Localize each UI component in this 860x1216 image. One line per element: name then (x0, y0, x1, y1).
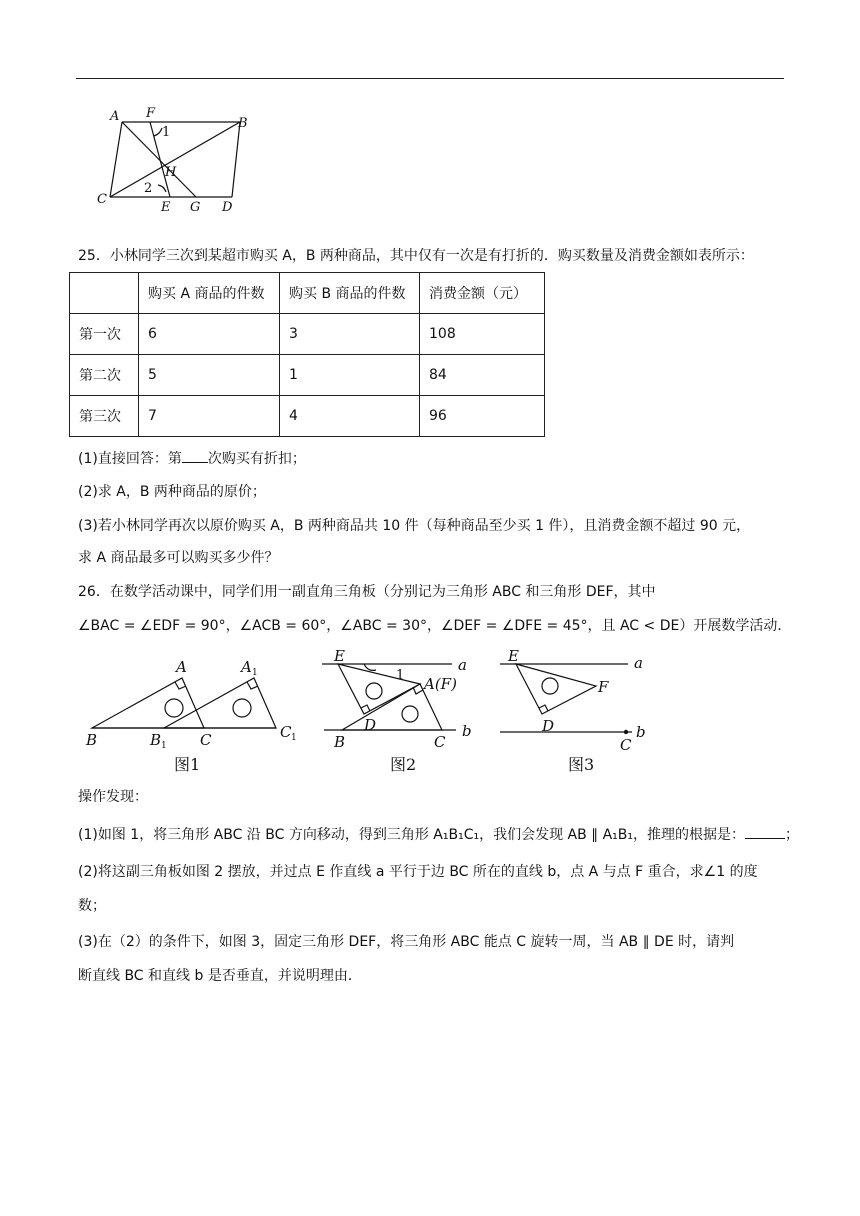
q25-part2: (2)求 A，B 两种商品的原价； (78, 484, 266, 500)
table-row (70, 314, 545, 355)
label-A: A (110, 109, 120, 124)
segment-BD (232, 122, 240, 197)
label-1: 1 (162, 125, 171, 140)
table-cell: 96 (420, 396, 545, 437)
figure-3 (496, 648, 666, 778)
angle-1-arc (364, 664, 376, 670)
label-A1: A (241, 658, 252, 676)
table-cell: 3 (280, 314, 420, 355)
table-header-cell (70, 273, 139, 314)
label-E: E (334, 648, 345, 665)
table-cell: 4 (280, 396, 420, 437)
label-G: G (190, 200, 201, 215)
segment-CB (110, 122, 240, 197)
angle-2-arc (158, 185, 166, 192)
answer-blank[interactable] (745, 824, 785, 839)
q25-part3-line1: (3)若小林同学再次以原价购买 A，B 两种商品共 10 件（每种商品至少买 1 件），且消费金额不超过 90 元， (78, 518, 751, 534)
label-a: a (458, 656, 467, 674)
label-C: C (434, 733, 446, 751)
segment-AC (110, 122, 122, 197)
label-H: H (165, 165, 177, 180)
angle-1-arc (154, 128, 162, 136)
label-C: C (97, 192, 107, 207)
q26-part3-line1: (3)在（2）的条件下，如图 3，固定三角形 DEF，将三角形 ABC 能点 C 旋转一周，当 AB ∥ DE 时，请判 (78, 934, 735, 950)
label-b: b (462, 722, 472, 740)
triangle-hole (542, 678, 558, 694)
table-header-cell: 购买 A 商品的件数 (139, 273, 280, 314)
figure-1 (80, 648, 310, 778)
triangle-hole-1 (165, 699, 183, 717)
label-C: C (200, 731, 212, 749)
q25-table (69, 272, 545, 437)
table-cell: 84 (420, 355, 545, 396)
table-row (70, 355, 545, 396)
table-header-cell: 消费金额（元） (420, 273, 545, 314)
label-B1-sub: 1 (161, 741, 167, 751)
label-b: b (636, 723, 646, 741)
q26-operation-heading: 操作发现： (78, 789, 148, 805)
triangle-hole-2 (233, 699, 251, 717)
label-D: D (364, 716, 377, 734)
point-C (624, 730, 628, 734)
label-D: D (222, 200, 233, 215)
figure-parallelogram (90, 100, 270, 220)
label-F: F (598, 678, 609, 696)
label-E: E (508, 648, 519, 665)
figure-2 (318, 648, 498, 778)
label-B: B (238, 116, 248, 131)
label-C1-sub: 1 (291, 733, 297, 743)
label-E: E (161, 200, 171, 215)
table-header-row (70, 273, 545, 314)
caption-fig3: 图3 (568, 755, 595, 774)
table-cell: 7 (139, 396, 280, 437)
table-header-cell: 购买 B 商品的件数 (280, 273, 420, 314)
q26-part3-line2: 断直线 BC 和直线 b 是否垂直，并说明理由． (78, 968, 362, 984)
header-rule (76, 78, 784, 79)
table-row (70, 396, 545, 437)
triangle-hole-abc (402, 706, 418, 722)
table-cell: 第二次 (70, 355, 139, 396)
label-A1-sub: 1 (252, 668, 258, 678)
label-F: F (146, 106, 156, 121)
q26-part1 (78, 824, 799, 845)
table-cell: 5 (139, 355, 280, 396)
caption-fig2: 图2 (390, 755, 417, 774)
q26-stem-line2: ∠BAC = ∠EDF = 90°，∠ACB = 60°，∠ABC = 30°，∠DEF = ∠DFE = 45°，且 AC < DE）开展数学活动． (78, 618, 792, 634)
label-B1: B (150, 731, 162, 749)
table-cell: 108 (420, 314, 545, 355)
table-cell: 6 (139, 314, 280, 355)
q26-part1-text: (1)如图 1，将三角形 ABC 沿 BC 方向移动，得到三角形 A₁B₁C₁，我们会发现 AB ∥ A₁B₁，推理的根据是： (78, 827, 746, 843)
label-C1: C (280, 723, 292, 741)
label-B: B (334, 733, 346, 751)
label-D: D (542, 717, 555, 735)
q26-part2-line1: (2)将这副三角板如图 2 摆放，并过点 E 作直线 a 平行于边 BC 所在的直线 b，点 A 与点 F 重合，求∠1 的度 (78, 864, 758, 880)
label-B: B (86, 731, 98, 749)
q25-part1-text-end: 次购买有折扣； (207, 451, 306, 467)
table-cell: 1 (280, 355, 420, 396)
q25-part1 (78, 448, 306, 469)
q25-part1-text: (1)直接回答：第 (78, 451, 182, 467)
label-C: C (620, 736, 632, 754)
triangle-ABC (92, 678, 204, 728)
triangle-DEF (516, 664, 596, 714)
caption-fig1: 图1 (174, 755, 201, 774)
label-A: A (176, 658, 187, 676)
label-a: a (634, 654, 643, 672)
q26-stem-line1: 26．在数学活动课中，同学们用一副直角三角板（分别记为三角形 ABC 和三角形 DEF，其中 (78, 584, 656, 600)
label-1: 1 (396, 668, 405, 683)
answer-blank[interactable] (182, 448, 208, 463)
label-AF: A(F) (424, 675, 457, 693)
q25-part3-line2: 求 A 商品最多可以购买多少件？ (78, 550, 279, 566)
triangle-hole-def (366, 683, 382, 699)
q25-stem: 25．小林同学三次到某超市购买 A，B 两种商品，其中仅有一次是有打折的．购买数量及消费金额如表所示： (78, 248, 754, 264)
table-cell: 第三次 (70, 396, 139, 437)
label-2: 2 (144, 181, 153, 196)
q26-part2-line2: 数； (78, 898, 106, 914)
q26-part1-text-end: ； (785, 827, 800, 843)
table-cell: 第一次 (70, 314, 139, 355)
